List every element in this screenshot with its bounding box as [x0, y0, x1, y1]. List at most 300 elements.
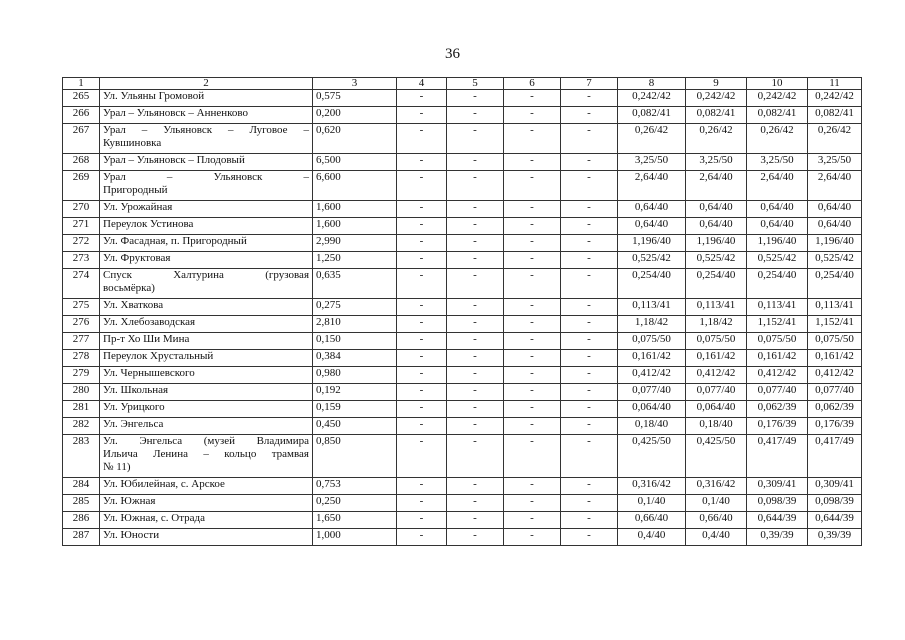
row-number-cell: 267 — [63, 124, 100, 154]
dash-cell: - — [561, 384, 618, 401]
street-name-line: Пр-т Хо Ши Мина — [103, 333, 190, 345]
dash-cell: - — [447, 252, 504, 269]
dash-cell: - — [447, 201, 504, 218]
value-cell: 0,077/40 — [686, 384, 747, 401]
value-cell: 0,26/42 — [618, 124, 686, 154]
length-cell: 0,250 — [313, 495, 397, 512]
value-cell: 0,525/42 — [618, 252, 686, 269]
dash-cell: - — [447, 107, 504, 124]
length-cell: 1,250 — [313, 252, 397, 269]
table-row — [63, 299, 862, 316]
row-number-cell: 269 — [63, 171, 100, 201]
street-name-cell — [100, 367, 313, 384]
street-name-line: Ул. Урицкого — [103, 401, 165, 413]
dash-cell: - — [447, 218, 504, 235]
value-cell: 0,082/41 — [808, 107, 862, 124]
length-cell: 0,980 — [313, 367, 397, 384]
street-name-line: Переулок Устинова — [103, 218, 194, 230]
row-number-cell: 268 — [63, 154, 100, 171]
dash-cell: - — [504, 269, 561, 299]
dash-cell: - — [504, 367, 561, 384]
table-row — [63, 124, 862, 154]
dash-cell: - — [504, 316, 561, 333]
length-cell: 0,192 — [313, 384, 397, 401]
value-cell: 2,64/40 — [618, 171, 686, 201]
street-name-line: Спуск Халтурина (грузовая — [103, 269, 309, 281]
street-name-line: Пригородный — [103, 184, 168, 196]
dash-cell: - — [397, 401, 447, 418]
dash-cell: - — [504, 252, 561, 269]
table-row — [63, 171, 862, 201]
row-number-cell: 280 — [63, 384, 100, 401]
length-cell: 0,159 — [313, 401, 397, 418]
dash-cell: - — [447, 269, 504, 299]
dash-cell: - — [561, 495, 618, 512]
dash-cell: - — [504, 384, 561, 401]
length-cell: 0,384 — [313, 350, 397, 367]
dash-cell: - — [397, 418, 447, 435]
dash-cell: - — [561, 367, 618, 384]
street-name-line: Ул. Фасадная, п. Пригородный — [103, 235, 247, 247]
value-cell: 0,161/42 — [618, 350, 686, 367]
dash-cell: - — [561, 252, 618, 269]
street-name-cell — [100, 435, 313, 478]
value-cell: 0,075/50 — [747, 333, 808, 350]
street-name-line: Ул. Юности — [103, 529, 160, 541]
row-number-cell: 265 — [63, 90, 100, 107]
dash-cell: - — [504, 235, 561, 252]
value-cell: 0,412/42 — [808, 367, 862, 384]
length-cell: 0,753 — [313, 478, 397, 495]
value-cell: 0,098/39 — [747, 495, 808, 512]
street-name-cell — [100, 218, 313, 235]
dash-cell: - — [397, 384, 447, 401]
street-name-line: Ул. Юбилейная, с. Арское — [103, 478, 225, 490]
value-cell: 0,113/41 — [686, 299, 747, 316]
value-cell: 0,64/40 — [686, 201, 747, 218]
table-row — [63, 495, 862, 512]
dash-cell: - — [447, 478, 504, 495]
value-cell: 2,64/40 — [808, 171, 862, 201]
table-row — [63, 384, 862, 401]
value-cell: 0,64/40 — [747, 218, 808, 235]
page-number: 36 — [445, 46, 460, 62]
value-cell: 0,064/40 — [618, 401, 686, 418]
value-cell: 0,412/42 — [618, 367, 686, 384]
dash-cell: - — [447, 512, 504, 529]
value-cell: 1,18/42 — [686, 316, 747, 333]
header-cell: 7 — [561, 78, 618, 90]
value-cell: 0,254/40 — [686, 269, 747, 299]
value-cell: 0,113/41 — [808, 299, 862, 316]
row-number-cell: 275 — [63, 299, 100, 316]
value-cell: 0,161/42 — [747, 350, 808, 367]
street-name-cell — [100, 154, 313, 171]
value-cell: 0,113/41 — [618, 299, 686, 316]
length-cell: 0,450 — [313, 418, 397, 435]
dash-cell: - — [561, 269, 618, 299]
value-cell: 0,64/40 — [808, 201, 862, 218]
dash-cell: - — [447, 316, 504, 333]
street-name-line: Ул. Хваткова — [103, 299, 164, 311]
table-row — [63, 435, 862, 478]
dash-cell: - — [397, 154, 447, 171]
value-cell: 2,64/40 — [747, 171, 808, 201]
value-cell: 0,062/39 — [808, 401, 862, 418]
value-cell: 0,644/39 — [747, 512, 808, 529]
dash-cell: - — [397, 218, 447, 235]
value-cell: 0,64/40 — [808, 218, 862, 235]
street-name-line: Ул. Южная, с. Отрада — [103, 512, 206, 524]
length-cell: 1,600 — [313, 201, 397, 218]
value-cell: 0,309/41 — [808, 478, 862, 495]
street-name-cell — [100, 495, 313, 512]
value-cell: 0,64/40 — [686, 218, 747, 235]
value-cell: 0,64/40 — [747, 201, 808, 218]
header-cell: 2 — [100, 78, 313, 90]
dash-cell: - — [447, 154, 504, 171]
length-cell: 0,200 — [313, 107, 397, 124]
street-name-cell — [100, 124, 313, 154]
street-name-cell — [100, 418, 313, 435]
street-name-line: Кувшиновка — [103, 137, 162, 149]
value-cell: 0,077/40 — [808, 384, 862, 401]
dash-cell: - — [561, 124, 618, 154]
dash-cell: - — [561, 478, 618, 495]
value-cell: 0,425/50 — [686, 435, 747, 478]
dash-cell: - — [447, 90, 504, 107]
table-row — [63, 269, 862, 299]
value-cell: 0,242/42 — [618, 90, 686, 107]
row-number-cell: 271 — [63, 218, 100, 235]
dash-cell: - — [447, 333, 504, 350]
value-cell: 0,1/40 — [686, 495, 747, 512]
dash-cell: - — [504, 299, 561, 316]
table-row — [63, 316, 862, 333]
header-cell: 10 — [747, 78, 808, 90]
value-cell: 0,254/40 — [808, 269, 862, 299]
value-cell: 0,316/42 — [686, 478, 747, 495]
dash-cell: - — [504, 124, 561, 154]
dash-cell: - — [504, 154, 561, 171]
table-row — [63, 333, 862, 350]
dash-cell: - — [447, 529, 504, 546]
dash-cell: - — [447, 384, 504, 401]
row-number-cell: 273 — [63, 252, 100, 269]
value-cell: 0,26/42 — [686, 124, 747, 154]
value-cell: 0,064/40 — [686, 401, 747, 418]
street-name-cell — [100, 529, 313, 546]
value-cell: 3,25/50 — [747, 154, 808, 171]
value-cell: 0,39/39 — [808, 529, 862, 546]
dash-cell: - — [447, 367, 504, 384]
length-cell: 0,150 — [313, 333, 397, 350]
row-number-cell: 279 — [63, 367, 100, 384]
street-name-cell — [100, 171, 313, 201]
row-number-cell: 285 — [63, 495, 100, 512]
row-number-cell: 283 — [63, 435, 100, 478]
dash-cell: - — [504, 512, 561, 529]
dash-cell: - — [561, 201, 618, 218]
dash-cell: - — [561, 218, 618, 235]
header-cell: 11 — [808, 78, 862, 90]
row-number-cell: 281 — [63, 401, 100, 418]
value-cell: 1,196/40 — [618, 235, 686, 252]
header-cell: 6 — [504, 78, 561, 90]
street-name-line: Ильича Ленина – кольцо трамвая — [103, 448, 309, 460]
value-cell: 1,196/40 — [747, 235, 808, 252]
value-cell: 0,64/40 — [618, 201, 686, 218]
table-row — [63, 154, 862, 171]
value-cell: 0,4/40 — [618, 529, 686, 546]
dash-cell: - — [447, 350, 504, 367]
street-name-cell — [100, 316, 313, 333]
dash-cell: - — [561, 512, 618, 529]
street-name-line: Переулок Хрустальный — [103, 350, 214, 362]
dash-cell: - — [447, 418, 504, 435]
dash-cell: - — [397, 269, 447, 299]
value-cell: 0,098/39 — [808, 495, 862, 512]
dash-cell: - — [397, 350, 447, 367]
dash-cell: - — [397, 124, 447, 154]
table-row — [63, 107, 862, 124]
table-row — [63, 418, 862, 435]
dash-cell: - — [561, 350, 618, 367]
value-cell: 0,525/42 — [747, 252, 808, 269]
dash-cell: - — [504, 333, 561, 350]
street-name-cell — [100, 107, 313, 124]
dash-cell: - — [397, 299, 447, 316]
value-cell: 0,417/49 — [747, 435, 808, 478]
header-cell: 9 — [686, 78, 747, 90]
value-cell: 1,152/41 — [747, 316, 808, 333]
row-number-cell: 266 — [63, 107, 100, 124]
length-cell: 1,650 — [313, 512, 397, 529]
length-cell: 0,620 — [313, 124, 397, 154]
length-cell: 0,575 — [313, 90, 397, 107]
street-name-line: Ул. Южная — [103, 495, 156, 507]
street-name-cell — [100, 201, 313, 218]
value-cell: 0,66/40 — [686, 512, 747, 529]
value-cell: 3,25/50 — [686, 154, 747, 171]
length-cell: 0,635 — [313, 269, 397, 299]
dash-cell: - — [504, 401, 561, 418]
value-cell: 0,254/40 — [618, 269, 686, 299]
value-cell: 0,26/42 — [808, 124, 862, 154]
value-cell: 3,25/50 — [808, 154, 862, 171]
value-cell: 0,18/40 — [618, 418, 686, 435]
dash-cell: - — [504, 478, 561, 495]
value-cell: 0,082/41 — [686, 107, 747, 124]
row-number-cell: 270 — [63, 201, 100, 218]
value-cell: 0,254/40 — [747, 269, 808, 299]
value-cell: 0,644/39 — [808, 512, 862, 529]
table-row — [63, 90, 862, 107]
dash-cell: - — [447, 235, 504, 252]
street-name-cell — [100, 401, 313, 418]
table-row — [63, 478, 862, 495]
header-cell: 4 — [397, 78, 447, 90]
street-name-cell — [100, 269, 313, 299]
value-cell: 1,152/41 — [808, 316, 862, 333]
value-cell: 1,18/42 — [618, 316, 686, 333]
value-cell: 0,176/39 — [808, 418, 862, 435]
dash-cell: - — [447, 495, 504, 512]
value-cell: 0,1/40 — [618, 495, 686, 512]
dash-cell: - — [397, 201, 447, 218]
dash-cell: - — [561, 107, 618, 124]
street-name-line: Ул. Школьная — [103, 384, 169, 396]
value-cell: 0,26/42 — [747, 124, 808, 154]
length-cell: 1,000 — [313, 529, 397, 546]
street-name-cell — [100, 299, 313, 316]
value-cell: 0,176/39 — [747, 418, 808, 435]
row-number-cell: 276 — [63, 316, 100, 333]
dash-cell: - — [504, 107, 561, 124]
length-cell: 2,990 — [313, 235, 397, 252]
length-cell: 0,850 — [313, 435, 397, 478]
value-cell: 0,242/42 — [686, 90, 747, 107]
table-row — [63, 235, 862, 252]
row-number-cell: 286 — [63, 512, 100, 529]
dash-cell: - — [504, 201, 561, 218]
value-cell: 0,242/42 — [808, 90, 862, 107]
value-cell: 0,075/50 — [618, 333, 686, 350]
length-cell: 6,500 — [313, 154, 397, 171]
dash-cell: - — [397, 367, 447, 384]
table-row — [63, 401, 862, 418]
dash-cell: - — [397, 171, 447, 201]
value-cell: 0,425/50 — [618, 435, 686, 478]
length-cell: 1,600 — [313, 218, 397, 235]
dash-cell: - — [504, 418, 561, 435]
street-name-line: Ул. Урожайная — [103, 201, 173, 213]
dash-cell: - — [561, 316, 618, 333]
value-cell: 0,64/40 — [618, 218, 686, 235]
header-cell: 8 — [618, 78, 686, 90]
value-cell: 0,525/42 — [808, 252, 862, 269]
dash-cell: - — [397, 235, 447, 252]
street-name-line: Урал – Ульяновск – Анненково — [103, 107, 249, 119]
street-name-line: Ул. Фруктовая — [103, 252, 171, 264]
value-cell: 0,077/40 — [747, 384, 808, 401]
dash-cell: - — [447, 171, 504, 201]
street-name-line: Ул. Чернышевского — [103, 367, 195, 379]
dash-cell: - — [504, 90, 561, 107]
dash-cell: - — [561, 90, 618, 107]
dash-cell: - — [561, 171, 618, 201]
length-cell: 2,810 — [313, 316, 397, 333]
value-cell: 0,075/50 — [686, 333, 747, 350]
street-name-cell — [100, 235, 313, 252]
row-number-cell: 284 — [63, 478, 100, 495]
street-name-cell — [100, 350, 313, 367]
value-cell: 0,161/42 — [808, 350, 862, 367]
dash-cell: - — [397, 252, 447, 269]
value-cell: 0,4/40 — [686, 529, 747, 546]
street-name-line: Ул. Ульяны Громовой — [103, 90, 205, 102]
dash-cell: - — [504, 171, 561, 201]
value-cell: 0,417/49 — [808, 435, 862, 478]
street-name-cell — [100, 512, 313, 529]
value-cell: 0,412/42 — [747, 367, 808, 384]
dash-cell: - — [397, 529, 447, 546]
dash-cell: - — [504, 495, 561, 512]
dash-cell: - — [561, 333, 618, 350]
table-row — [63, 367, 862, 384]
header-cell: 5 — [447, 78, 504, 90]
table-row — [63, 529, 862, 546]
value-cell: 0,18/40 — [686, 418, 747, 435]
street-name-line: Ул. Хлебозаводская — [103, 316, 196, 328]
dash-cell: - — [447, 299, 504, 316]
dash-cell: - — [561, 435, 618, 478]
street-name-line: № 11) — [103, 461, 131, 473]
value-cell: 0,412/42 — [686, 367, 747, 384]
dash-cell: - — [561, 154, 618, 171]
dash-cell: - — [447, 401, 504, 418]
dash-cell: - — [397, 316, 447, 333]
length-cell: 6,600 — [313, 171, 397, 201]
table-row — [63, 252, 862, 269]
dash-cell: - — [504, 350, 561, 367]
street-name-cell — [100, 90, 313, 107]
row-number-cell: 282 — [63, 418, 100, 435]
row-number-cell: 277 — [63, 333, 100, 350]
value-cell: 0,309/41 — [747, 478, 808, 495]
value-cell: 0,113/41 — [747, 299, 808, 316]
value-cell: 2,64/40 — [686, 171, 747, 201]
value-cell: 0,525/42 — [686, 252, 747, 269]
street-name-line: восьмёрка) — [103, 282, 155, 294]
table-row — [63, 218, 862, 235]
street-name-line: Ул. Энгельса (музей Владимира — [103, 435, 309, 447]
dash-cell: - — [397, 435, 447, 478]
value-cell: 0,39/39 — [747, 529, 808, 546]
table-header-row — [63, 78, 862, 90]
table-row — [63, 512, 862, 529]
dash-cell: - — [561, 401, 618, 418]
dash-cell: - — [447, 435, 504, 478]
value-cell: 0,077/40 — [618, 384, 686, 401]
value-cell: 0,66/40 — [618, 512, 686, 529]
value-cell: 3,25/50 — [618, 154, 686, 171]
row-number-cell: 278 — [63, 350, 100, 367]
dash-cell: - — [561, 299, 618, 316]
dash-cell: - — [504, 529, 561, 546]
dash-cell: - — [397, 512, 447, 529]
roads-table — [62, 77, 862, 546]
street-name-line: Ул. Энгельса — [103, 418, 164, 430]
dash-cell: - — [397, 333, 447, 350]
value-cell: 0,161/42 — [686, 350, 747, 367]
dash-cell: - — [561, 418, 618, 435]
dash-cell: - — [561, 529, 618, 546]
dash-cell: - — [397, 495, 447, 512]
value-cell: 0,082/41 — [618, 107, 686, 124]
dash-cell: - — [397, 90, 447, 107]
value-cell: 0,316/42 — [618, 478, 686, 495]
street-name-line: Урал – Ульяновск – Плодовый — [103, 154, 245, 166]
row-number-cell: 274 — [63, 269, 100, 299]
street-name-cell — [100, 252, 313, 269]
header-cell: 1 — [63, 78, 100, 90]
value-cell: 0,062/39 — [747, 401, 808, 418]
row-number-cell: 287 — [63, 529, 100, 546]
header-cell: 3 — [313, 78, 397, 90]
street-name-cell — [100, 478, 313, 495]
street-name-cell — [100, 384, 313, 401]
